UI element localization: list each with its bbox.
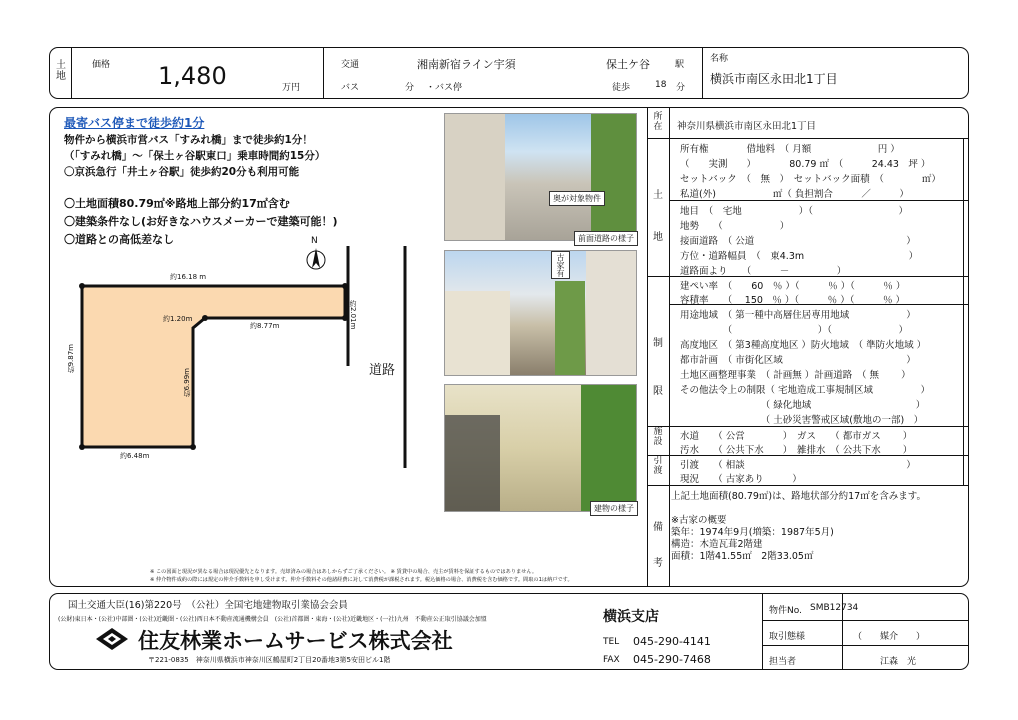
- line-name: 湘南新宿ライン宇須: [417, 58, 516, 71]
- branch-name: 横浜支店: [603, 609, 659, 625]
- limit-row6: 都市計画 （ 市街化区域 ）: [680, 355, 916, 366]
- dim-right: 約2.01m: [349, 300, 357, 330]
- limit-row9: （ 緑化地域 ）: [680, 400, 926, 411]
- promo-headline: 最寄バス停まで徒歩約1分: [64, 116, 205, 130]
- delivery-label: 引渡: [653, 456, 663, 476]
- facility-row2: 汚水 （ 公共下水 ） 雑排水 （ 公共下水 ）: [680, 445, 913, 456]
- remarks-line4: 構造：木造瓦葺2階建: [671, 539, 763, 550]
- site-plan: [60, 236, 440, 468]
- location-label: 所在: [653, 112, 663, 132]
- land-row9: 道路面より （ － ）: [680, 266, 847, 277]
- remarks-line2: ※古家の概要: [671, 515, 727, 526]
- staff-label: 担当者: [769, 657, 797, 667]
- land-row4: 私道(外) ㎡（ 負担割合 ／ ）: [680, 189, 909, 200]
- photo1-caption: 前面道路の様子: [574, 231, 638, 246]
- limit-row5: 高度地区 （ 第3種高度地区 ）防火地域 （ 準防火地域 ）: [680, 340, 927, 351]
- land-row3: セットバック （ 無 ） セットバック面積 （ ㎡）: [680, 174, 941, 185]
- company-address: 〒221-0835 神奈川県横浜市神奈川区鶴屋町2丁目20番地3第5安田ビル1階: [148, 656, 391, 664]
- tel-label: TEL: [603, 637, 620, 647]
- property-no-label: 物件No.: [769, 606, 802, 616]
- land-row6: 地勢 （ ）: [680, 221, 790, 232]
- deal-label: 取引態様: [769, 632, 806, 642]
- land-row8: 方位・道路幅員 （ 東4.3m ）: [680, 251, 919, 262]
- walk-unit: 分: [676, 83, 686, 93]
- station-suffix: 駅: [675, 60, 685, 70]
- remarks-line3: 築年：1974年9月(増築：1987年5月): [671, 527, 834, 538]
- facility-row1: 水道 （ 公営 ） ガス （ 都市ガス ）: [680, 431, 913, 442]
- dim-mid: 約6.99m: [183, 368, 191, 398]
- photo-old-house: [444, 250, 637, 376]
- limit-row4: （ ）（ ）: [680, 325, 909, 336]
- price-value: 1,480: [158, 62, 227, 90]
- price-label: 価格: [92, 60, 111, 70]
- fax-label: FAX: [603, 655, 620, 665]
- land-row2: （ 実測 ） 80.79 ㎡ （ 24.43 坪 ）: [680, 159, 931, 170]
- north-label: N: [311, 236, 318, 246]
- promo-line1: 物件から横浜市営バス「すみれ橋」まで徒歩約1分！: [64, 134, 313, 146]
- location-value: 神奈川県横浜市南区永田北1丁目: [677, 121, 817, 132]
- promo-line5: 〇建築条件なし(お好きなハウスメーカーで建築可能！): [64, 215, 338, 228]
- dim-left: 約9.87m: [67, 344, 75, 374]
- note2: ※ 仲介物件成約の際には規定の仲介手数料を申し受けます。仲介手数料その他諸経費に対して消費税が課税されます。税込価格の場合、消費税を含む価格です。間取の1は納戸です。: [150, 577, 573, 583]
- photo2-caption: 古家有: [551, 251, 570, 279]
- walk-minutes: 18: [655, 80, 667, 90]
- promo-line3: 〇京浜急行「井土ヶ谷駅」徒歩約20分も利用可能: [64, 166, 300, 178]
- property-no: SMB12734: [810, 603, 859, 613]
- association-text: (公財)東日本・(公社)中部圏・(公社)近畿圏・(公社)西日本不動産流通機構会員 (公社)首都圏・東海・(公社)近畿地区・(一社)九州 不動産公正取引協議会加盟: [58, 616, 487, 623]
- facility-label: 施設: [653, 427, 663, 447]
- promo-line6: 〇道路との高低差なし: [64, 233, 174, 246]
- delivery-row2: 現況 （ 古家あり ）: [680, 474, 802, 485]
- photo1-tag: 奥が対象物件: [549, 191, 605, 206]
- road-label: 道路: [369, 363, 396, 378]
- limit-row10: （ 土砂災害警戒区域(敷地の一部) ）: [680, 415, 924, 426]
- tel-number[interactable]: 045-290-4141: [633, 635, 711, 648]
- limit-label: 制限: [653, 338, 663, 397]
- remarks-line5: 面積：1階41.55㎡ 2階33.05㎡: [671, 551, 814, 562]
- fax-number: 045-290-7468: [633, 653, 711, 666]
- deal-value: （ 媒介 ）: [853, 632, 926, 642]
- limit-row3: 用途地域 （ 第一種中高層住居専用地域 ）: [680, 310, 916, 321]
- property-name: 横浜市南区永田北1丁目: [710, 72, 838, 86]
- transport-label: 交通: [341, 60, 360, 70]
- limit-row1: 建ぺい率 （ 60 ％ ）（ ％ ）（ ％ ）: [680, 281, 906, 292]
- dim-top: 約16.18 m: [170, 273, 207, 281]
- photo-building: [444, 384, 637, 512]
- plot-shape: [82, 286, 345, 447]
- limit-row2: 容積率 （ 150 ％ ）（ ％ ）（ ％ ）: [680, 295, 905, 306]
- land-label: 土地: [653, 190, 663, 243]
- land-row1: 所有権 借地料 （ 月額 円 ）: [680, 144, 900, 155]
- limit-row8: その他法令上の制限（ 宅地造成工事規制区域 ）: [680, 385, 931, 396]
- company-name: 住友林業ホームサービス株式会社: [138, 629, 453, 653]
- company-logo-icon: [95, 627, 129, 651]
- note1: ※ この図面と現況が異なる場合は現況優先となります。売却済みの場合はあしからずご了承ください。 ※ 賃貸中の場合、売主が賃料を保証するものではありません。: [150, 569, 538, 575]
- photo3-caption: 建物の様子: [590, 501, 638, 516]
- walk-label: 徒歩: [612, 83, 631, 93]
- land-row7: 接面道路 （ 公道 ）: [680, 236, 916, 247]
- bus-minutes: 分: [405, 83, 415, 93]
- promo-line2: （「すみれ橋」～「保土ヶ谷駅東口」乗車時間約15分）: [64, 150, 326, 162]
- north-arrow-icon: [307, 248, 325, 269]
- remarks-label: 備考: [653, 522, 663, 569]
- dim-inner-left: 約1.20m: [163, 315, 193, 323]
- staff-name: 江森 光: [880, 657, 917, 667]
- station-name: 保土ケ谷: [606, 58, 650, 71]
- promo-line4: 〇土地面積80.79㎡※路地上部分約17㎡含む: [64, 197, 290, 210]
- dim-inner-right: 約8.77m: [250, 322, 280, 330]
- dim-bottom: 約6.48m: [120, 452, 150, 460]
- photo-front-road: [444, 113, 637, 241]
- license-text: 国土交通大臣(16)第220号 （公社）全国宅地建物取引業協会会員: [68, 600, 348, 611]
- name-label: 名称: [710, 54, 729, 64]
- bus-stop-label: ・バス停: [426, 83, 463, 93]
- remarks-line1: 上記土地面積(80.79㎡)は、路地状部分約17㎡を含みます。: [671, 491, 926, 502]
- delivery-row1: 引渡 （ 相談 ）: [680, 460, 916, 471]
- limit-row7: 土地区画整理事業 （ 計画無 ）計画道路 （ 無 ）: [680, 370, 911, 381]
- bus-label: バス: [341, 83, 360, 93]
- price-unit: 万円: [282, 83, 301, 93]
- land-row5: 地目 （ 宅地 ）（ ）: [680, 206, 909, 217]
- type-label: 土地: [56, 60, 66, 82]
